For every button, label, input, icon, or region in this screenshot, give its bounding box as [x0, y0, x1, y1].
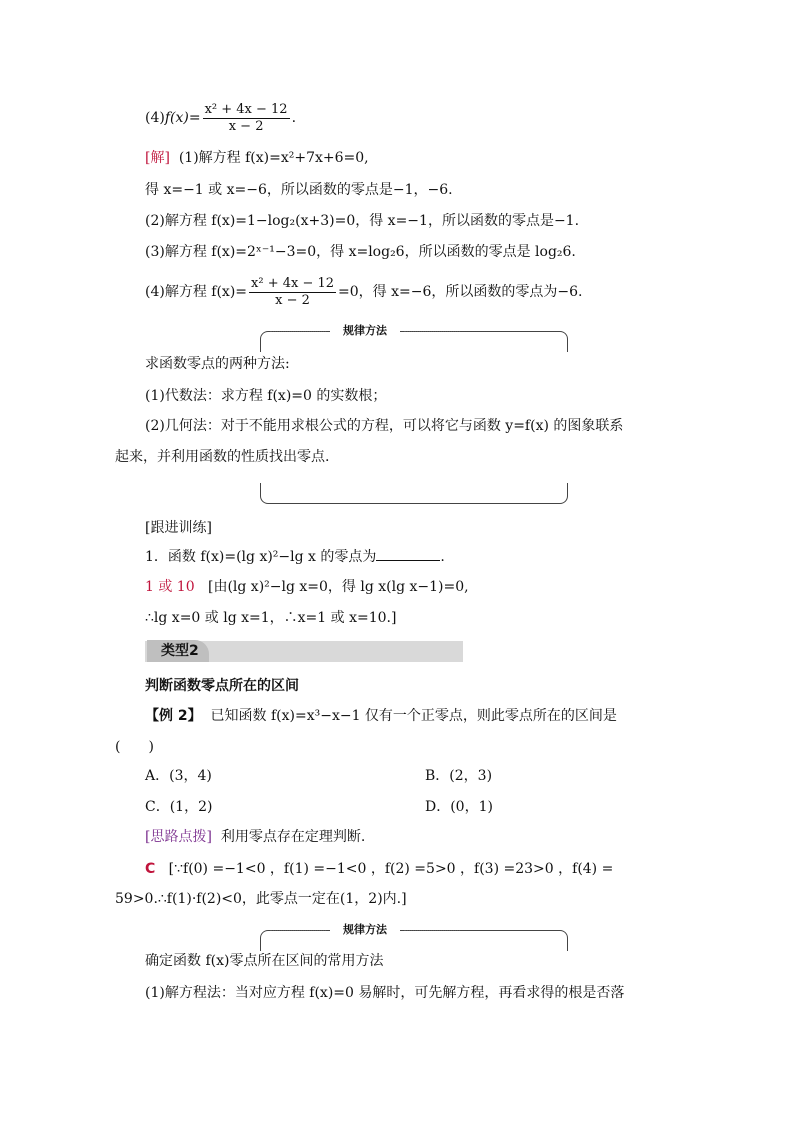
answer-text-2: 59>0.∴f(1)·f(2)<0，此零点一定在(1，2)内.]: [115, 891, 407, 907]
method1-c: 起来，并利用函数的性质找出零点.: [115, 449, 330, 465]
problem-4: [145, 98, 296, 138]
solution-4-denominator: x − 2: [275, 292, 310, 308]
option-b: B．(2，3): [425, 768, 493, 784]
answer-text-1: [∵f(0) =−1<0 ，f(1) =−1<0 ，f(2) =5>0 ，f(3) =23>0 ，f(4) =: [168, 861, 614, 877]
solution-4-post: =0，得 x=−6，所以函数的零点为−6.: [338, 284, 583, 300]
option-d: D．(0，1): [425, 799, 493, 815]
problem-4-numerator: x² + 4x − 12: [204, 101, 288, 117]
example-2-line: [145, 706, 617, 726]
method1-a: (1)代数法：求方程 f(x)=0 的实数根；: [145, 388, 387, 404]
problem-4-suffix: .: [291, 110, 297, 126]
method-box-bottom: [260, 483, 568, 504]
option-a: A．(3，4): [145, 768, 212, 784]
hint-text: 利用零点存在定理判断.: [220, 829, 366, 845]
problem-4-function: f(x)=: [164, 110, 201, 126]
answer-line-1: [145, 859, 613, 879]
problem-4-fraction: [203, 102, 290, 135]
example-2-text: 已知函数 f(x)=x³−x−1 仅有一个正零点，则此零点所在的区间是: [210, 708, 617, 724]
solution-line-1: [145, 148, 369, 168]
answer-blank: [376, 546, 440, 561]
method2-intro: 确定函数 f(x)零点所在区间的常用方法: [145, 953, 384, 969]
practice-solution-1: [由(lg x)²−lg x=0，得 lg x(lg x−1)=0,: [207, 579, 469, 595]
method1-b: (2)几何法：对于不能用求根公式的方程，可以将它与函数 y=f(x) 的图象联系: [145, 418, 624, 434]
method-box-2-dots-right: [404, 930, 460, 931]
hint-line: [145, 827, 365, 847]
method-box-dots-right: [404, 331, 460, 332]
practice-question-end: .: [440, 549, 445, 565]
solution-label: [解]: [145, 150, 170, 166]
practice-question-text: 1．函数 f(x)=(lg x)²−lg x 的零点为: [145, 549, 377, 565]
solution-3: (3)解方程 f(x)=2ˣ⁻¹−3=0，得 x=log₂6，所以函数的零点是 log₂6.: [145, 244, 576, 260]
problem-4-denominator: x − 2: [228, 118, 264, 134]
type-label: 类型2: [147, 640, 209, 662]
method-box-2-top: [260, 930, 568, 951]
solution-4-fraction: [249, 276, 336, 309]
method1-intro: 求函数零点的两种方法:: [145, 356, 290, 372]
solution-1b: 得 x=−1 或 x=−6，所以函数的零点是−1，−6.: [145, 182, 453, 198]
solution-1: (1)解方程 f(x)=x²+7x+6=0,: [178, 150, 369, 166]
solution-2: (2)解方程 f(x)=1−log₂(x+3)=0，得 x=−1，所以函数的零点是−1.: [145, 213, 580, 229]
answer-letter: C: [145, 861, 156, 877]
type-title: 判断函数零点所在的区间: [145, 678, 299, 694]
practice-label: [跟进训练]: [145, 520, 212, 536]
solution-4: [145, 272, 582, 312]
method-box-2-title: 规律方法: [330, 923, 400, 937]
method2-a: (1)解方程法：当对应方程 f(x)=0 易解时，可先解方程，再看求得的根是否落: [145, 985, 625, 1001]
method-box-2-dots-left: [270, 930, 326, 931]
practice-answer: 1 或 10: [145, 579, 195, 595]
hint-label: [思路点拨]: [145, 829, 212, 845]
method-box-dots-left: [270, 331, 326, 332]
problem-4-prefix: (4): [145, 110, 165, 126]
example-2-paren: ( ): [115, 739, 154, 755]
practice-solution-2: ∴lg x=0 或 lg x=1，∴x=1 或 x=10.]: [145, 610, 397, 626]
solution-4-numerator: x² + 4x − 12: [251, 275, 335, 291]
method-box-top: [260, 331, 568, 352]
example-2-label: 【例 2】: [145, 708, 202, 724]
practice-answer-line: [145, 577, 469, 597]
practice-question: [145, 546, 445, 567]
method-box-title: 规律方法: [330, 324, 400, 338]
solution-4-pre: (4)解方程 f(x)=: [145, 284, 248, 300]
option-c: C．(1，2): [145, 799, 213, 815]
